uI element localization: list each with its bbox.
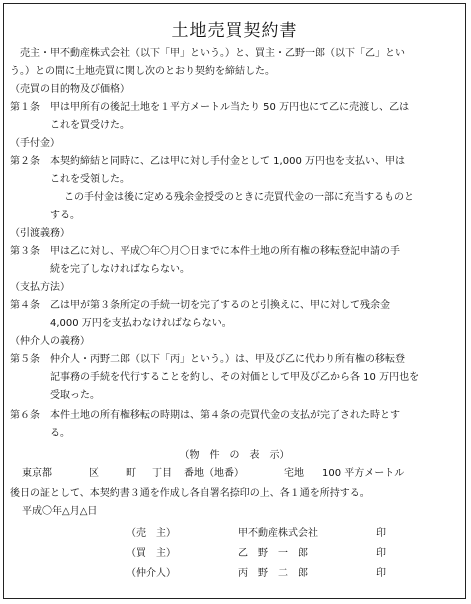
section-heading: （支払方法）	[10, 282, 70, 293]
section-heading: （仲介人の義務）	[10, 336, 90, 347]
property-type: 宅地	[284, 468, 304, 479]
article-3	[10, 246, 400, 258]
party-name: 甲不動産株式会社	[238, 528, 318, 539]
article-text: 受取った。	[50, 390, 100, 401]
article-text: 仲介人・丙野二郎（以下「丙」という。）は、甲及び乙に代わり所有権の移転登	[50, 354, 405, 365]
article-2	[10, 156, 405, 168]
article-text: 甲は乙に対し、平成〇年〇月〇日までに本件土地の所有権の移転登記申請の手	[50, 246, 400, 257]
property-town: 町	[126, 468, 136, 479]
article-6	[10, 410, 400, 422]
article-text: 甲は甲所有の後記土地を１平方メートル当たり 50 万円也にて乙に売渡し、乙は	[50, 102, 410, 113]
article-number: 第１条	[10, 102, 40, 113]
article-text: 乙は甲が第３条所定の手続一切を完了するのと引換えに、甲に対して残余金	[50, 300, 390, 311]
party-name: 乙 野 一 郎	[238, 548, 308, 559]
article-number: 第５条	[10, 354, 40, 365]
article-text: 本件土地の所有権移転の時期は、第４条の売買代金の支払が完了された時とす	[50, 410, 400, 421]
property-area: 100 平方メートル	[322, 468, 405, 479]
section-heading: （引渡義務）	[10, 228, 70, 239]
section-heading: （売買の目的物及び価格）	[10, 84, 130, 95]
seal-mark: 印	[376, 568, 386, 579]
article-number: 第４条	[10, 300, 40, 311]
party-role: （仲介人）	[126, 568, 176, 579]
property-chome: 丁目	[152, 468, 172, 479]
article-text: 本契約締結と同時に、乙は甲に対し手付金として 1,000 万円也を支払い、甲は	[50, 156, 405, 167]
property-lot: 番地（地番）	[184, 468, 244, 479]
seal-mark: 印	[376, 548, 386, 559]
property-heading: （物 件 の 表 示）	[179, 450, 290, 461]
article-text: する。	[50, 210, 80, 221]
article-text: る。	[50, 428, 70, 439]
article-text: この手付金は後に定める残余金授受のときに売買代金の一部に充当するものと	[64, 192, 414, 203]
article-5	[10, 354, 405, 366]
article-text: これを受領した。	[50, 174, 130, 185]
article-text: 4,000 万円を支払わなければならない。	[50, 318, 232, 329]
article-1	[10, 102, 409, 114]
article-number: 第２条	[10, 156, 40, 167]
seal-mark: 印	[376, 528, 386, 539]
party-name: 丙 野 二 郎	[238, 568, 308, 579]
article-number: 第３条	[10, 246, 40, 257]
party-role: （買 主）	[126, 548, 176, 559]
property-ward: 区	[89, 468, 99, 479]
article-text: これを買受けた。	[50, 120, 130, 131]
closing-statement: 後日の証として、本契約書３通を作成し各自署名捺印の上、各１通を所持する。	[10, 488, 370, 499]
article-number: 第６条	[10, 410, 40, 421]
article-text: 記事務の手続を代行することを約し、その対価として甲及び乙から各 10 万円也を	[50, 372, 420, 383]
intro-line: う。）との間に土地売買に関し次のとおり契約を締結した。	[10, 66, 275, 77]
party-role: （売 主）	[126, 528, 176, 539]
document-title: 土地売買契約書	[171, 21, 298, 41]
intro-line: 売主・甲不動産株式会社（以下「甲」という。）と、買主・乙野一郎（以下「乙」とい	[20, 48, 405, 59]
section-heading: （手付金）	[10, 138, 60, 149]
property-prefecture: 東京都	[22, 468, 52, 479]
contract-document	[3, 3, 466, 599]
contract-date: 平成〇年△月△日	[22, 506, 98, 517]
article-text: 続を完了しなければならない。	[50, 264, 190, 275]
article-4	[10, 300, 390, 312]
